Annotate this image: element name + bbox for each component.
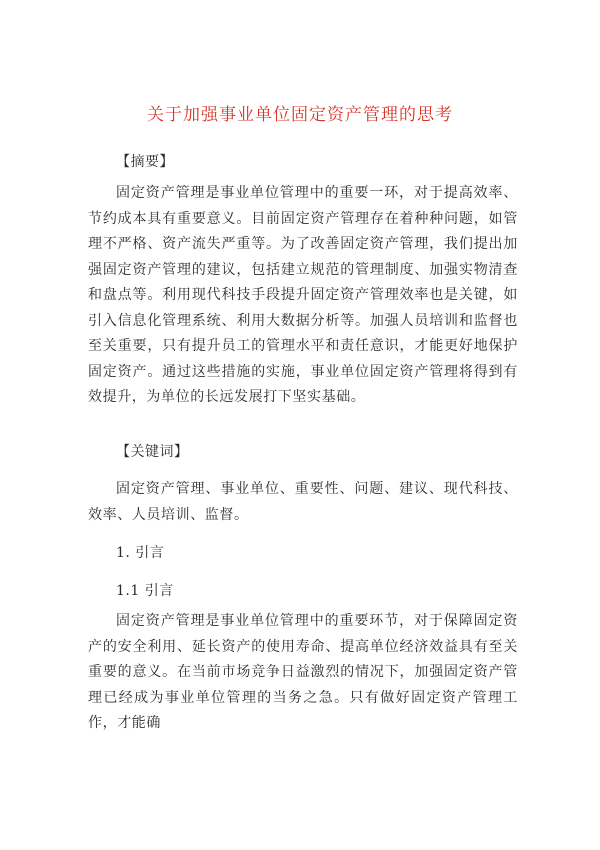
keywords-heading: 【关键词】 — [116, 444, 189, 460]
introduction-paragraph: 固定资产管理是事业单位管理中的重要环节，对于保障固定资产的安全利用、延长资产的使用寿命、提高单位经济效益具有至关重要的意义。在当前市场竞争日益激烈的情况下，加强固定资产管理已经成为事业单位管理的当务之急。只有做好固定资产管理工作，才能确 — [88, 613, 518, 731]
abstract-paragraph: 固定资产管理是事业单位管理中的重要一环，对于提高效率、节约成本具有重要意义。目前固定资产管理存在着种种问题，如管理不严格、资产流失严重等。为了改善固定资产管理，我们提出加强固定资产管理的建议，包括建立规范的管理制度、加强实物清查和盘点等。利用现代科技手段提升固定资产管理效率也是关键，如引入信息化管理系统、利用大数据分析等。加强人员培训和监督也至关重要，只有提升员工的管理水平和责任意识，才能更好地保护固定资产。通过这些措施的实施，事业单位固定资产管理将得到有效提升，为单位的长远发展打下坚实基础。 — [88, 185, 518, 405]
abstract-heading: 【摘要】 — [116, 154, 174, 170]
section-heading-1-1: 1.1 引言 — [116, 583, 174, 599]
document-title: 关于加强事业单位固定资产管理的思考 — [147, 105, 453, 125]
keywords-paragraph: 固定资产管理、事业单位、重要性、问题、建议、现代科技、效率、人员培训、监督。 — [88, 481, 518, 523]
section-heading-1: 1. 引言 — [116, 545, 165, 561]
